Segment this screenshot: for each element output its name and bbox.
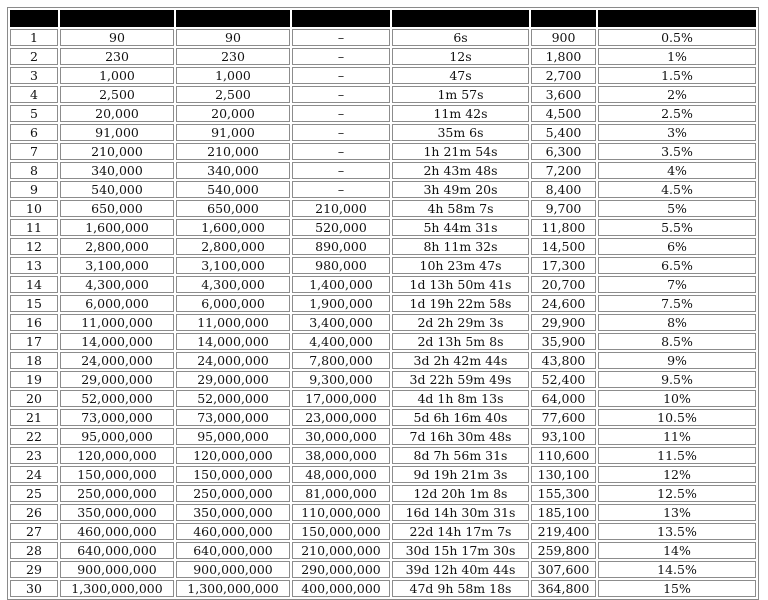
table-cell: 7d 16h 30m 48s xyxy=(392,428,529,445)
table-cell: 1m 57s xyxy=(392,86,529,103)
table-cell: 13% xyxy=(598,504,756,521)
table-cell: 2,500 xyxy=(60,86,174,103)
table-cell: 2d 2h 29m 3s xyxy=(392,314,529,331)
table-cell: 185,100 xyxy=(531,504,596,521)
table-cell: 4d 1h 8m 13s xyxy=(392,390,529,407)
table-cell: 3% xyxy=(598,124,756,141)
table-row xyxy=(10,48,756,65)
table-cell: 3d 22h 59m 49s xyxy=(392,371,529,388)
table-cell: 24,000,000 xyxy=(176,352,290,369)
table-cell: 9% xyxy=(598,352,756,369)
table-cell: 219,400 xyxy=(531,523,596,540)
table-cell: 4h 58m 7s xyxy=(392,200,529,217)
table-cell: 52,000,000 xyxy=(60,390,174,407)
table-cell: 110,000,000 xyxy=(292,504,390,521)
table-cell: 29,000,000 xyxy=(60,371,174,388)
table-cell: 7,200 xyxy=(531,162,596,179)
table-cell: 10 xyxy=(10,200,58,217)
table-row xyxy=(10,466,756,483)
table-row xyxy=(10,276,756,293)
table-cell: 6% xyxy=(598,238,756,255)
table-row xyxy=(10,314,756,331)
table-cell: 14 xyxy=(10,276,58,293)
table-cell: 15 xyxy=(10,295,58,312)
table-cell: 4,300,000 xyxy=(176,276,290,293)
table-cell: 11,000,000 xyxy=(176,314,290,331)
table-cell: 120,000,000 xyxy=(60,447,174,464)
table-cell: 1,600,000 xyxy=(176,219,290,236)
table-cell: 1,600,000 xyxy=(60,219,174,236)
table-cell: 10% xyxy=(598,390,756,407)
table-cell: 350,000,000 xyxy=(60,504,174,521)
table-cell: 210,000 xyxy=(60,143,174,160)
level-table xyxy=(7,7,759,600)
table-row xyxy=(10,295,756,312)
table-cell: 6,000,000 xyxy=(176,295,290,312)
table-cell: 2 xyxy=(10,48,58,65)
table-cell: 12d 20h 1m 8s xyxy=(392,485,529,502)
column-header xyxy=(598,10,756,27)
table-cell: 210,000 xyxy=(292,200,390,217)
table-cell: 6s xyxy=(392,29,529,46)
column-header xyxy=(392,10,529,27)
table-cell: 17,000,000 xyxy=(292,390,390,407)
table-cell: – xyxy=(292,105,390,122)
header-row xyxy=(10,10,756,27)
table-cell: 1,000 xyxy=(176,67,290,84)
table-cell: 520,000 xyxy=(292,219,390,236)
table-cell: 81,000,000 xyxy=(292,485,390,502)
table-cell: 2% xyxy=(598,86,756,103)
table-cell: 6 xyxy=(10,124,58,141)
table-cell: 5 xyxy=(10,105,58,122)
table-cell: 35,900 xyxy=(531,333,596,350)
table-cell: 150,000,000 xyxy=(292,523,390,540)
table-cell: 13.5% xyxy=(598,523,756,540)
table-row xyxy=(10,143,756,160)
table-cell: 8.5% xyxy=(598,333,756,350)
table-cell: 8 xyxy=(10,162,58,179)
table-cell: 8,400 xyxy=(531,181,596,198)
table-cell: 64,000 xyxy=(531,390,596,407)
table-cell: 52,400 xyxy=(531,371,596,388)
table-cell: 1,000 xyxy=(60,67,174,84)
column-header xyxy=(176,10,290,27)
table-cell: 3d 2h 42m 44s xyxy=(392,352,529,369)
table-cell: 20,000 xyxy=(60,105,174,122)
table-cell: 21 xyxy=(10,409,58,426)
table-row xyxy=(10,181,756,198)
table-cell: 20 xyxy=(10,390,58,407)
table-cell: 38,000,000 xyxy=(292,447,390,464)
table-cell: 400,000,000 xyxy=(292,580,390,597)
table-cell: 5d 6h 16m 40s xyxy=(392,409,529,426)
table-cell: 340,000 xyxy=(176,162,290,179)
table-cell: 230 xyxy=(60,48,174,65)
table-cell: 6,300 xyxy=(531,143,596,160)
table-cell: 150,000,000 xyxy=(176,466,290,483)
table-cell: 7 xyxy=(10,143,58,160)
table-cell: 16d 14h 30m 31s xyxy=(392,504,529,521)
table-cell: 650,000 xyxy=(60,200,174,217)
table-cell: 20,000 xyxy=(176,105,290,122)
table-cell: 7,800,000 xyxy=(292,352,390,369)
table-cell: 4.5% xyxy=(598,181,756,198)
table-cell: 30d 15h 17m 30s xyxy=(392,542,529,559)
table-cell: 110,600 xyxy=(531,447,596,464)
table-cell: 460,000,000 xyxy=(60,523,174,540)
table-cell: 24,000,000 xyxy=(60,352,174,369)
table-cell: 3.5% xyxy=(598,143,756,160)
table-row xyxy=(10,86,756,103)
table-cell: 19 xyxy=(10,371,58,388)
table-cell: 8% xyxy=(598,314,756,331)
table-cell: 5% xyxy=(598,200,756,217)
table-cell: 95,000,000 xyxy=(60,428,174,445)
table-row xyxy=(10,238,756,255)
table-row xyxy=(10,409,756,426)
table-cell: 26 xyxy=(10,504,58,521)
table-cell: 1,800 xyxy=(531,48,596,65)
table-cell: 155,300 xyxy=(531,485,596,502)
table-row xyxy=(10,523,756,540)
table-cell: 290,000,000 xyxy=(292,561,390,578)
table-cell: 3,400,000 xyxy=(292,314,390,331)
table-cell: – xyxy=(292,124,390,141)
table-cell: 1.5% xyxy=(598,67,756,84)
table-cell: 10.5% xyxy=(598,409,756,426)
column-header xyxy=(292,10,390,27)
table-cell: 15% xyxy=(598,580,756,597)
table-cell: – xyxy=(292,67,390,84)
table-cell: 1h 21m 54s xyxy=(392,143,529,160)
table-cell: 890,000 xyxy=(292,238,390,255)
table-row xyxy=(10,561,756,578)
table-cell: 6.5% xyxy=(598,257,756,274)
table-cell: 77,600 xyxy=(531,409,596,426)
table-cell: 11.5% xyxy=(598,447,756,464)
table-cell: – xyxy=(292,48,390,65)
table-cell: 2,700 xyxy=(531,67,596,84)
table-cell: 91,000 xyxy=(176,124,290,141)
table-row xyxy=(10,428,756,445)
column-header xyxy=(10,10,58,27)
table-cell: 90 xyxy=(176,29,290,46)
table-cell: 39d 12h 40m 44s xyxy=(392,561,529,578)
table-cell: 7.5% xyxy=(598,295,756,312)
table-cell: 28 xyxy=(10,542,58,559)
table-cell: 3,600 xyxy=(531,86,596,103)
table-row xyxy=(10,124,756,141)
table-cell: 35m 6s xyxy=(392,124,529,141)
table-row xyxy=(10,105,756,122)
table-cell: 43,800 xyxy=(531,352,596,369)
table-cell: 90 xyxy=(60,29,174,46)
column-header xyxy=(60,10,174,27)
table-cell: 9,300,000 xyxy=(292,371,390,388)
table-body xyxy=(10,29,756,597)
table-cell: 364,800 xyxy=(531,580,596,597)
table-row xyxy=(10,504,756,521)
table-row xyxy=(10,447,756,464)
table-cell: 14% xyxy=(598,542,756,559)
table-cell: 1,400,000 xyxy=(292,276,390,293)
table-cell: 9,700 xyxy=(531,200,596,217)
table-cell: 12 xyxy=(10,238,58,255)
table-cell: 14,500 xyxy=(531,238,596,255)
table-cell: 2d 13h 5m 8s xyxy=(392,333,529,350)
table-cell: 640,000,000 xyxy=(60,542,174,559)
table-cell: 350,000,000 xyxy=(176,504,290,521)
table-cell: – xyxy=(292,29,390,46)
table-cell: 5,400 xyxy=(531,124,596,141)
table-cell: 4,300,000 xyxy=(60,276,174,293)
table-cell: 900 xyxy=(531,29,596,46)
table-cell: 640,000,000 xyxy=(176,542,290,559)
table-cell: 8d 7h 56m 31s xyxy=(392,447,529,464)
table-cell: 27 xyxy=(10,523,58,540)
column-header xyxy=(531,10,596,27)
table-cell: 900,000,000 xyxy=(176,561,290,578)
table-cell: 230 xyxy=(176,48,290,65)
table-cell: 120,000,000 xyxy=(176,447,290,464)
table-cell: 12% xyxy=(598,466,756,483)
table-cell: 2.5% xyxy=(598,105,756,122)
table-row xyxy=(10,29,756,46)
table-cell: 24,600 xyxy=(531,295,596,312)
table-row xyxy=(10,162,756,179)
table-row xyxy=(10,67,756,84)
table-cell: 2,800,000 xyxy=(176,238,290,255)
table-cell: 1d 19h 22m 58s xyxy=(392,295,529,312)
table-cell: 14,000,000 xyxy=(60,333,174,350)
table-cell: 540,000 xyxy=(176,181,290,198)
table-cell: 20,700 xyxy=(531,276,596,293)
table-cell: 29,000,000 xyxy=(176,371,290,388)
table-row xyxy=(10,219,756,236)
table-cell: 259,800 xyxy=(531,542,596,559)
table-cell: 1,900,000 xyxy=(292,295,390,312)
table-cell: 250,000,000 xyxy=(176,485,290,502)
table-row xyxy=(10,352,756,369)
level-table-container xyxy=(7,7,759,600)
table-cell: 17,300 xyxy=(531,257,596,274)
table-cell: 540,000 xyxy=(60,181,174,198)
table-cell: 95,000,000 xyxy=(176,428,290,445)
table-cell: 30,000,000 xyxy=(292,428,390,445)
table-cell: 3h 49m 20s xyxy=(392,181,529,198)
table-row xyxy=(10,580,756,597)
table-cell: 73,000,000 xyxy=(60,409,174,426)
table-cell: 16 xyxy=(10,314,58,331)
table-cell: 307,600 xyxy=(531,561,596,578)
table-cell: 5.5% xyxy=(598,219,756,236)
table-cell: 4% xyxy=(598,162,756,179)
table-cell: 12.5% xyxy=(598,485,756,502)
table-cell: 980,000 xyxy=(292,257,390,274)
table-cell: 11 xyxy=(10,219,58,236)
table-cell: 250,000,000 xyxy=(60,485,174,502)
table-cell: – xyxy=(292,86,390,103)
table-cell: 340,000 xyxy=(60,162,174,179)
table-cell: 23 xyxy=(10,447,58,464)
table-cell: 9.5% xyxy=(598,371,756,388)
table-cell: 1% xyxy=(598,48,756,65)
table-cell: 2h 43m 48s xyxy=(392,162,529,179)
table-cell: 7% xyxy=(598,276,756,293)
table-cell: 17 xyxy=(10,333,58,350)
table-cell: 47d 9h 58m 18s xyxy=(392,580,529,597)
table-cell: 11,800 xyxy=(531,219,596,236)
table-cell: – xyxy=(292,162,390,179)
table-cell: 4 xyxy=(10,86,58,103)
table-cell: 93,100 xyxy=(531,428,596,445)
table-cell: 0.5% xyxy=(598,29,756,46)
table-cell: 11m 42s xyxy=(392,105,529,122)
table-cell: 11% xyxy=(598,428,756,445)
table-cell: 10h 23m 47s xyxy=(392,257,529,274)
table-cell: 73,000,000 xyxy=(176,409,290,426)
table-cell: 24 xyxy=(10,466,58,483)
table-cell: 5h 44m 31s xyxy=(392,219,529,236)
table-cell: 52,000,000 xyxy=(176,390,290,407)
table-cell: 2,800,000 xyxy=(60,238,174,255)
table-cell: 14,000,000 xyxy=(176,333,290,350)
table-row xyxy=(10,542,756,559)
table-cell: 12s xyxy=(392,48,529,65)
table-cell: 210,000 xyxy=(176,143,290,160)
table-cell: 1,300,000,000 xyxy=(176,580,290,597)
table-cell: 13 xyxy=(10,257,58,274)
table-row xyxy=(10,333,756,350)
table-cell: 3,100,000 xyxy=(176,257,290,274)
table-cell: 150,000,000 xyxy=(60,466,174,483)
table-row xyxy=(10,371,756,388)
table-row xyxy=(10,390,756,407)
table-cell: 14.5% xyxy=(598,561,756,578)
table-cell: 48,000,000 xyxy=(292,466,390,483)
table-cell: – xyxy=(292,143,390,160)
table-cell: 4,500 xyxy=(531,105,596,122)
table-cell: 1d 13h 50m 41s xyxy=(392,276,529,293)
table-cell: 9 xyxy=(10,181,58,198)
table-cell: 30 xyxy=(10,580,58,597)
table-cell: – xyxy=(292,181,390,198)
table-row xyxy=(10,257,756,274)
table-cell: 25 xyxy=(10,485,58,502)
table-cell: 47s xyxy=(392,67,529,84)
table-cell: 130,100 xyxy=(531,466,596,483)
table-cell: 3 xyxy=(10,67,58,84)
table-cell: 18 xyxy=(10,352,58,369)
table-cell: 900,000,000 xyxy=(60,561,174,578)
table-cell: 650,000 xyxy=(176,200,290,217)
table-cell: 23,000,000 xyxy=(292,409,390,426)
table-row xyxy=(10,200,756,217)
table-cell: 8h 11m 32s xyxy=(392,238,529,255)
table-row xyxy=(10,485,756,502)
table-cell: 22d 14h 17m 7s xyxy=(392,523,529,540)
table-cell: 4,400,000 xyxy=(292,333,390,350)
table-cell: 11,000,000 xyxy=(60,314,174,331)
table-cell: 460,000,000 xyxy=(176,523,290,540)
table-cell: 6,000,000 xyxy=(60,295,174,312)
table-cell: 3,100,000 xyxy=(60,257,174,274)
table-cell: 210,000,000 xyxy=(292,542,390,559)
table-cell: 22 xyxy=(10,428,58,445)
table-cell: 91,000 xyxy=(60,124,174,141)
table-cell: 2,500 xyxy=(176,86,290,103)
table-cell: 29 xyxy=(10,561,58,578)
table-cell: 9d 19h 21m 3s xyxy=(392,466,529,483)
table-cell: 29,900 xyxy=(531,314,596,331)
table-cell: 1 xyxy=(10,29,58,46)
table-cell: 1,300,000,000 xyxy=(60,580,174,597)
